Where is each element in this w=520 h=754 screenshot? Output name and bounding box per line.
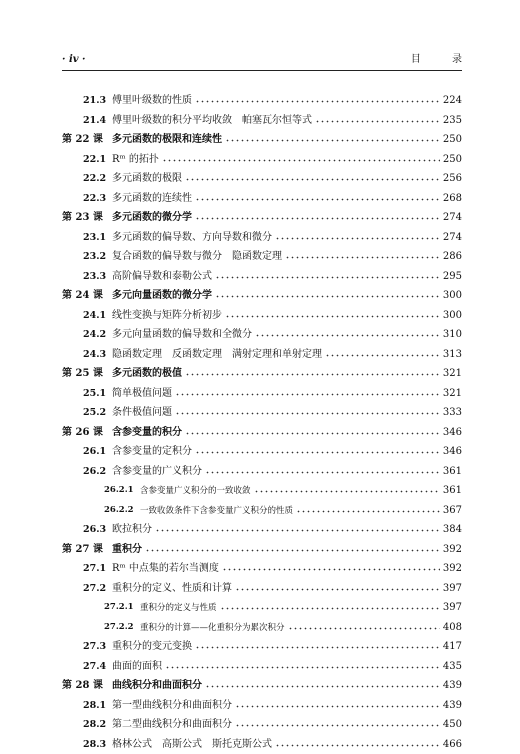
page-reference: 450 [443, 715, 462, 735]
toc-section-entry[interactable] [62, 150, 462, 170]
section-number: 27.4 [83, 657, 106, 677]
toc-section-entry[interactable] [62, 715, 462, 735]
toc-section-entry[interactable] [62, 696, 462, 716]
entry-title: 格林公式 高斯公式 斯托克斯公式 [112, 735, 272, 754]
entry-title: 含参变量广义积分的一致收敛 [140, 482, 251, 502]
entry-line [112, 423, 462, 443]
entry-title: 第一型曲线积分和曲面积分 [112, 696, 232, 716]
toc-section-entry[interactable] [62, 657, 462, 677]
dot-leader [225, 131, 440, 142]
entry-line [112, 150, 462, 170]
entry-title: 重积分的计算——化重积分为累次积分 [140, 619, 285, 639]
dot-leader [296, 502, 440, 513]
dot-leader [275, 736, 440, 747]
toc-section-entry[interactable] [62, 169, 462, 189]
entry-title: 多元函数的连续性 [112, 189, 192, 209]
entry-title: 多元函数的微分学 [112, 208, 192, 228]
dot-leader [175, 404, 440, 415]
page-reference: 384 [443, 520, 462, 540]
section-number: 26.2.2 [104, 501, 134, 521]
dot-leader [185, 170, 440, 181]
dot-leader [195, 92, 440, 103]
page-reference: 274 [443, 228, 462, 248]
dot-leader [285, 248, 440, 259]
entry-title: 多元函数的极值 [112, 364, 182, 384]
entry-line [112, 208, 462, 228]
entry-title: 重积分的变元变换 [112, 637, 192, 657]
entry-title: 高阶偏导数和泰勒公式 [112, 267, 212, 287]
toc-section-entry[interactable] [62, 442, 462, 462]
entry-title: 一致收敛条件下含参变量广义积分的性质 [140, 502, 293, 522]
entry-line [112, 579, 462, 599]
entry-line [112, 267, 462, 287]
page-reference: 361 [443, 481, 462, 501]
entry-line [112, 676, 462, 696]
entry-title: 重积分 [112, 540, 142, 560]
dot-leader [195, 638, 440, 649]
entry-title: 条件极值问题 [112, 403, 172, 423]
table-of-contents [62, 91, 462, 754]
section-number: 28.1 [83, 696, 106, 716]
entry-line [112, 559, 462, 579]
section-number: 27.2.2 [104, 618, 134, 638]
entry-title: 简单极值问题 [112, 384, 172, 404]
dot-leader [145, 541, 440, 552]
dot-leader [255, 326, 440, 337]
section-number: 24.2 [83, 325, 106, 345]
page-reference: 268 [443, 189, 462, 209]
section-number: 27.3 [83, 637, 106, 657]
entry-title: 多元向量函数的微分学 [112, 286, 212, 306]
page-reference: 256 [443, 169, 462, 189]
toc-section-entry[interactable] [62, 520, 462, 540]
page-reference: 361 [443, 462, 462, 482]
dot-leader [325, 346, 440, 357]
dot-leader [235, 697, 440, 708]
toc-section-entry[interactable] [62, 228, 462, 248]
lesson-number: 第 25 课 [62, 364, 103, 384]
header-title: 目 录 [411, 52, 476, 68]
section-number: 26.1 [83, 442, 106, 462]
entry-title: Rᵐ 的拓扑 [112, 150, 159, 170]
toc-section-entry[interactable] [62, 189, 462, 209]
entry-line [112, 228, 462, 248]
entry-line [140, 501, 462, 522]
dot-leader [235, 716, 440, 727]
entry-line [140, 481, 462, 502]
section-number: 25.1 [83, 384, 106, 404]
page-reference: 310 [443, 325, 462, 345]
entry-line [112, 130, 462, 150]
page-reference: 346 [443, 423, 462, 443]
entry-line [112, 637, 462, 657]
entry-title: 傅里叶级数的性质 [112, 91, 192, 111]
entry-title: 线性变换与矩阵分析初步 [112, 306, 222, 326]
section-number: 26.3 [83, 520, 106, 540]
entry-title: 复合函数的偏导数与微分 隐函数定理 [112, 247, 282, 267]
entry-title: 含参变量的积分 [112, 423, 182, 443]
lesson-number: 第 24 课 [62, 286, 103, 306]
entry-line [112, 384, 462, 404]
page-reference: 313 [443, 345, 462, 365]
entry-line [112, 540, 462, 560]
toc-section-entry[interactable] [62, 325, 462, 345]
lesson-number: 第 27 课 [62, 540, 103, 560]
entry-line [112, 364, 462, 384]
dot-leader [165, 658, 440, 669]
toc-section-entry[interactable] [62, 559, 462, 579]
toc-section-entry[interactable] [62, 247, 462, 267]
lesson-number: 第 23 课 [62, 208, 103, 228]
lesson-number: 第 26 课 [62, 423, 103, 443]
page-reference: 295 [443, 267, 462, 287]
lesson-number: 第 22 课 [62, 130, 103, 150]
dot-leader [185, 424, 440, 435]
entry-line [112, 735, 462, 754]
section-number: 26.2 [83, 462, 106, 482]
entry-title: 含参变量的广义积分 [112, 462, 202, 482]
entry-title: 隐函数定理 反函数定理 满射定理和单射定理 [112, 345, 322, 365]
dot-leader [225, 307, 440, 318]
entry-title: 含参变量的定积分 [112, 442, 192, 462]
section-number: 28.3 [83, 735, 106, 754]
entry-title: 曲面的面积 [112, 657, 162, 677]
section-number: 24.1 [83, 306, 106, 326]
entry-title: 重积分的定义、性质和计算 [112, 579, 232, 599]
page-reference: 300 [443, 306, 462, 326]
dot-leader [162, 151, 440, 162]
page-reference: 235 [443, 111, 462, 131]
entry-title: 多元函数的偏导数、方向导数和微分 [112, 228, 272, 248]
toc-section-entry[interactable] [62, 345, 462, 365]
lesson-number: 第 28 课 [62, 676, 103, 696]
page-reference: 367 [443, 501, 462, 521]
dot-leader [195, 443, 440, 454]
section-number: 27.2 [83, 579, 106, 599]
toc-lesson-entry[interactable] [62, 286, 462, 306]
entry-line [112, 286, 462, 306]
entry-line [112, 696, 462, 716]
page-reference: 392 [443, 540, 462, 560]
page-reference: 439 [443, 696, 462, 716]
toc-section-entry[interactable] [62, 111, 462, 131]
section-number: 22.2 [83, 169, 106, 189]
entry-title: 欧拉积分 [112, 520, 152, 540]
page-reference: 321 [443, 384, 462, 404]
section-number: 21.3 [83, 91, 106, 111]
running-header [62, 52, 462, 68]
dot-leader [254, 482, 440, 493]
section-number: 23.2 [83, 247, 106, 267]
page-reference: 435 [443, 657, 462, 677]
toc-lesson-entry[interactable] [62, 130, 462, 150]
dot-leader [205, 463, 440, 474]
toc-lesson-entry[interactable] [62, 208, 462, 228]
entry-line [140, 598, 462, 619]
toc-section-entry[interactable] [62, 579, 462, 599]
dot-leader [275, 229, 440, 240]
dot-leader [195, 190, 440, 201]
toc-section-entry[interactable] [62, 91, 462, 111]
header-rule [62, 70, 462, 71]
toc-section-entry[interactable] [62, 403, 462, 423]
dot-leader [288, 619, 440, 630]
dot-leader [205, 677, 440, 688]
entry-line [112, 111, 462, 131]
dot-leader [222, 560, 440, 571]
toc-lesson-entry[interactable] [62, 540, 462, 560]
page-reference: 250 [443, 130, 462, 150]
page-reference: 300 [443, 286, 462, 306]
toc-lesson-entry[interactable] [62, 364, 462, 384]
entry-line [112, 247, 462, 267]
toc-section-entry[interactable] [62, 306, 462, 326]
toc-lesson-entry[interactable] [62, 423, 462, 443]
toc-section-entry[interactable] [62, 384, 462, 404]
toc-sub-entry[interactable] [62, 618, 462, 638]
dot-leader [215, 287, 440, 298]
page-reference: 321 [443, 364, 462, 384]
page-reference: 397 [443, 579, 462, 599]
toc-lesson-entry[interactable] [62, 676, 462, 696]
page-reference: 333 [443, 403, 462, 423]
entry-line [140, 618, 462, 639]
entry-line [112, 462, 462, 482]
toc-section-entry[interactable] [62, 267, 462, 287]
entry-title: 重积分的定义与性质 [140, 599, 217, 619]
toc-section-entry[interactable] [62, 637, 462, 657]
entry-line [112, 442, 462, 462]
entry-line [112, 91, 462, 111]
entry-line [112, 325, 462, 345]
entry-line [112, 169, 462, 189]
section-number: 23.1 [83, 228, 106, 248]
page-reference: 466 [443, 735, 462, 754]
page-reference: 224 [443, 91, 462, 111]
section-number: 23.3 [83, 267, 106, 287]
page-reference: 417 [443, 637, 462, 657]
entry-title: 傅里叶级数的积分平均收敛 帕塞瓦尔恒等式 [112, 111, 312, 131]
dot-leader [175, 385, 440, 396]
section-number: 26.2.1 [104, 481, 134, 501]
entry-title: 多元函数的极限和连续性 [112, 130, 222, 150]
section-number: 27.1 [83, 559, 106, 579]
dot-leader [315, 112, 440, 123]
page-number: · iv · [62, 52, 86, 68]
section-number: 24.3 [83, 345, 106, 365]
toc-sub-entry[interactable] [62, 598, 462, 618]
section-number: 22.1 [83, 150, 106, 170]
dot-leader [155, 521, 440, 532]
entry-line [112, 306, 462, 326]
entry-line [112, 403, 462, 423]
section-number: 27.2.1 [104, 598, 134, 618]
page-reference: 397 [443, 598, 462, 618]
section-number: 25.2 [83, 403, 106, 423]
page-reference: 392 [443, 559, 462, 579]
toc-section-entry[interactable] [62, 462, 462, 482]
entry-title: 多元函数的极限 [112, 169, 182, 189]
entry-title: 曲线积分和曲面积分 [112, 676, 202, 696]
entry-line [112, 715, 462, 735]
entry-line [112, 657, 462, 677]
dot-leader [195, 209, 440, 220]
page-reference: 439 [443, 676, 462, 696]
section-number: 28.2 [83, 715, 106, 735]
page-reference: 346 [443, 442, 462, 462]
entry-line [112, 520, 462, 540]
section-number: 22.3 [83, 189, 106, 209]
dot-leader [235, 580, 440, 591]
entry-title: Rᵐ 中点集的若尔当测度 [112, 559, 219, 579]
section-number: 21.4 [83, 111, 106, 131]
entry-title: 多元向量函数的偏导数和全微分 [112, 325, 252, 345]
dot-leader [220, 599, 440, 610]
entry-title: 第二型曲线积分和曲面积分 [112, 715, 232, 735]
entry-line [112, 189, 462, 209]
page-reference: 274 [443, 208, 462, 228]
page-reference: 286 [443, 247, 462, 267]
toc-section-entry[interactable] [62, 735, 462, 754]
page-reference: 250 [443, 150, 462, 170]
dot-leader [185, 365, 440, 376]
toc-sub-entry[interactable] [62, 501, 462, 521]
dot-leader [215, 268, 440, 279]
toc-sub-entry[interactable] [62, 481, 462, 501]
entry-line [112, 345, 462, 365]
page-reference: 408 [443, 618, 462, 638]
